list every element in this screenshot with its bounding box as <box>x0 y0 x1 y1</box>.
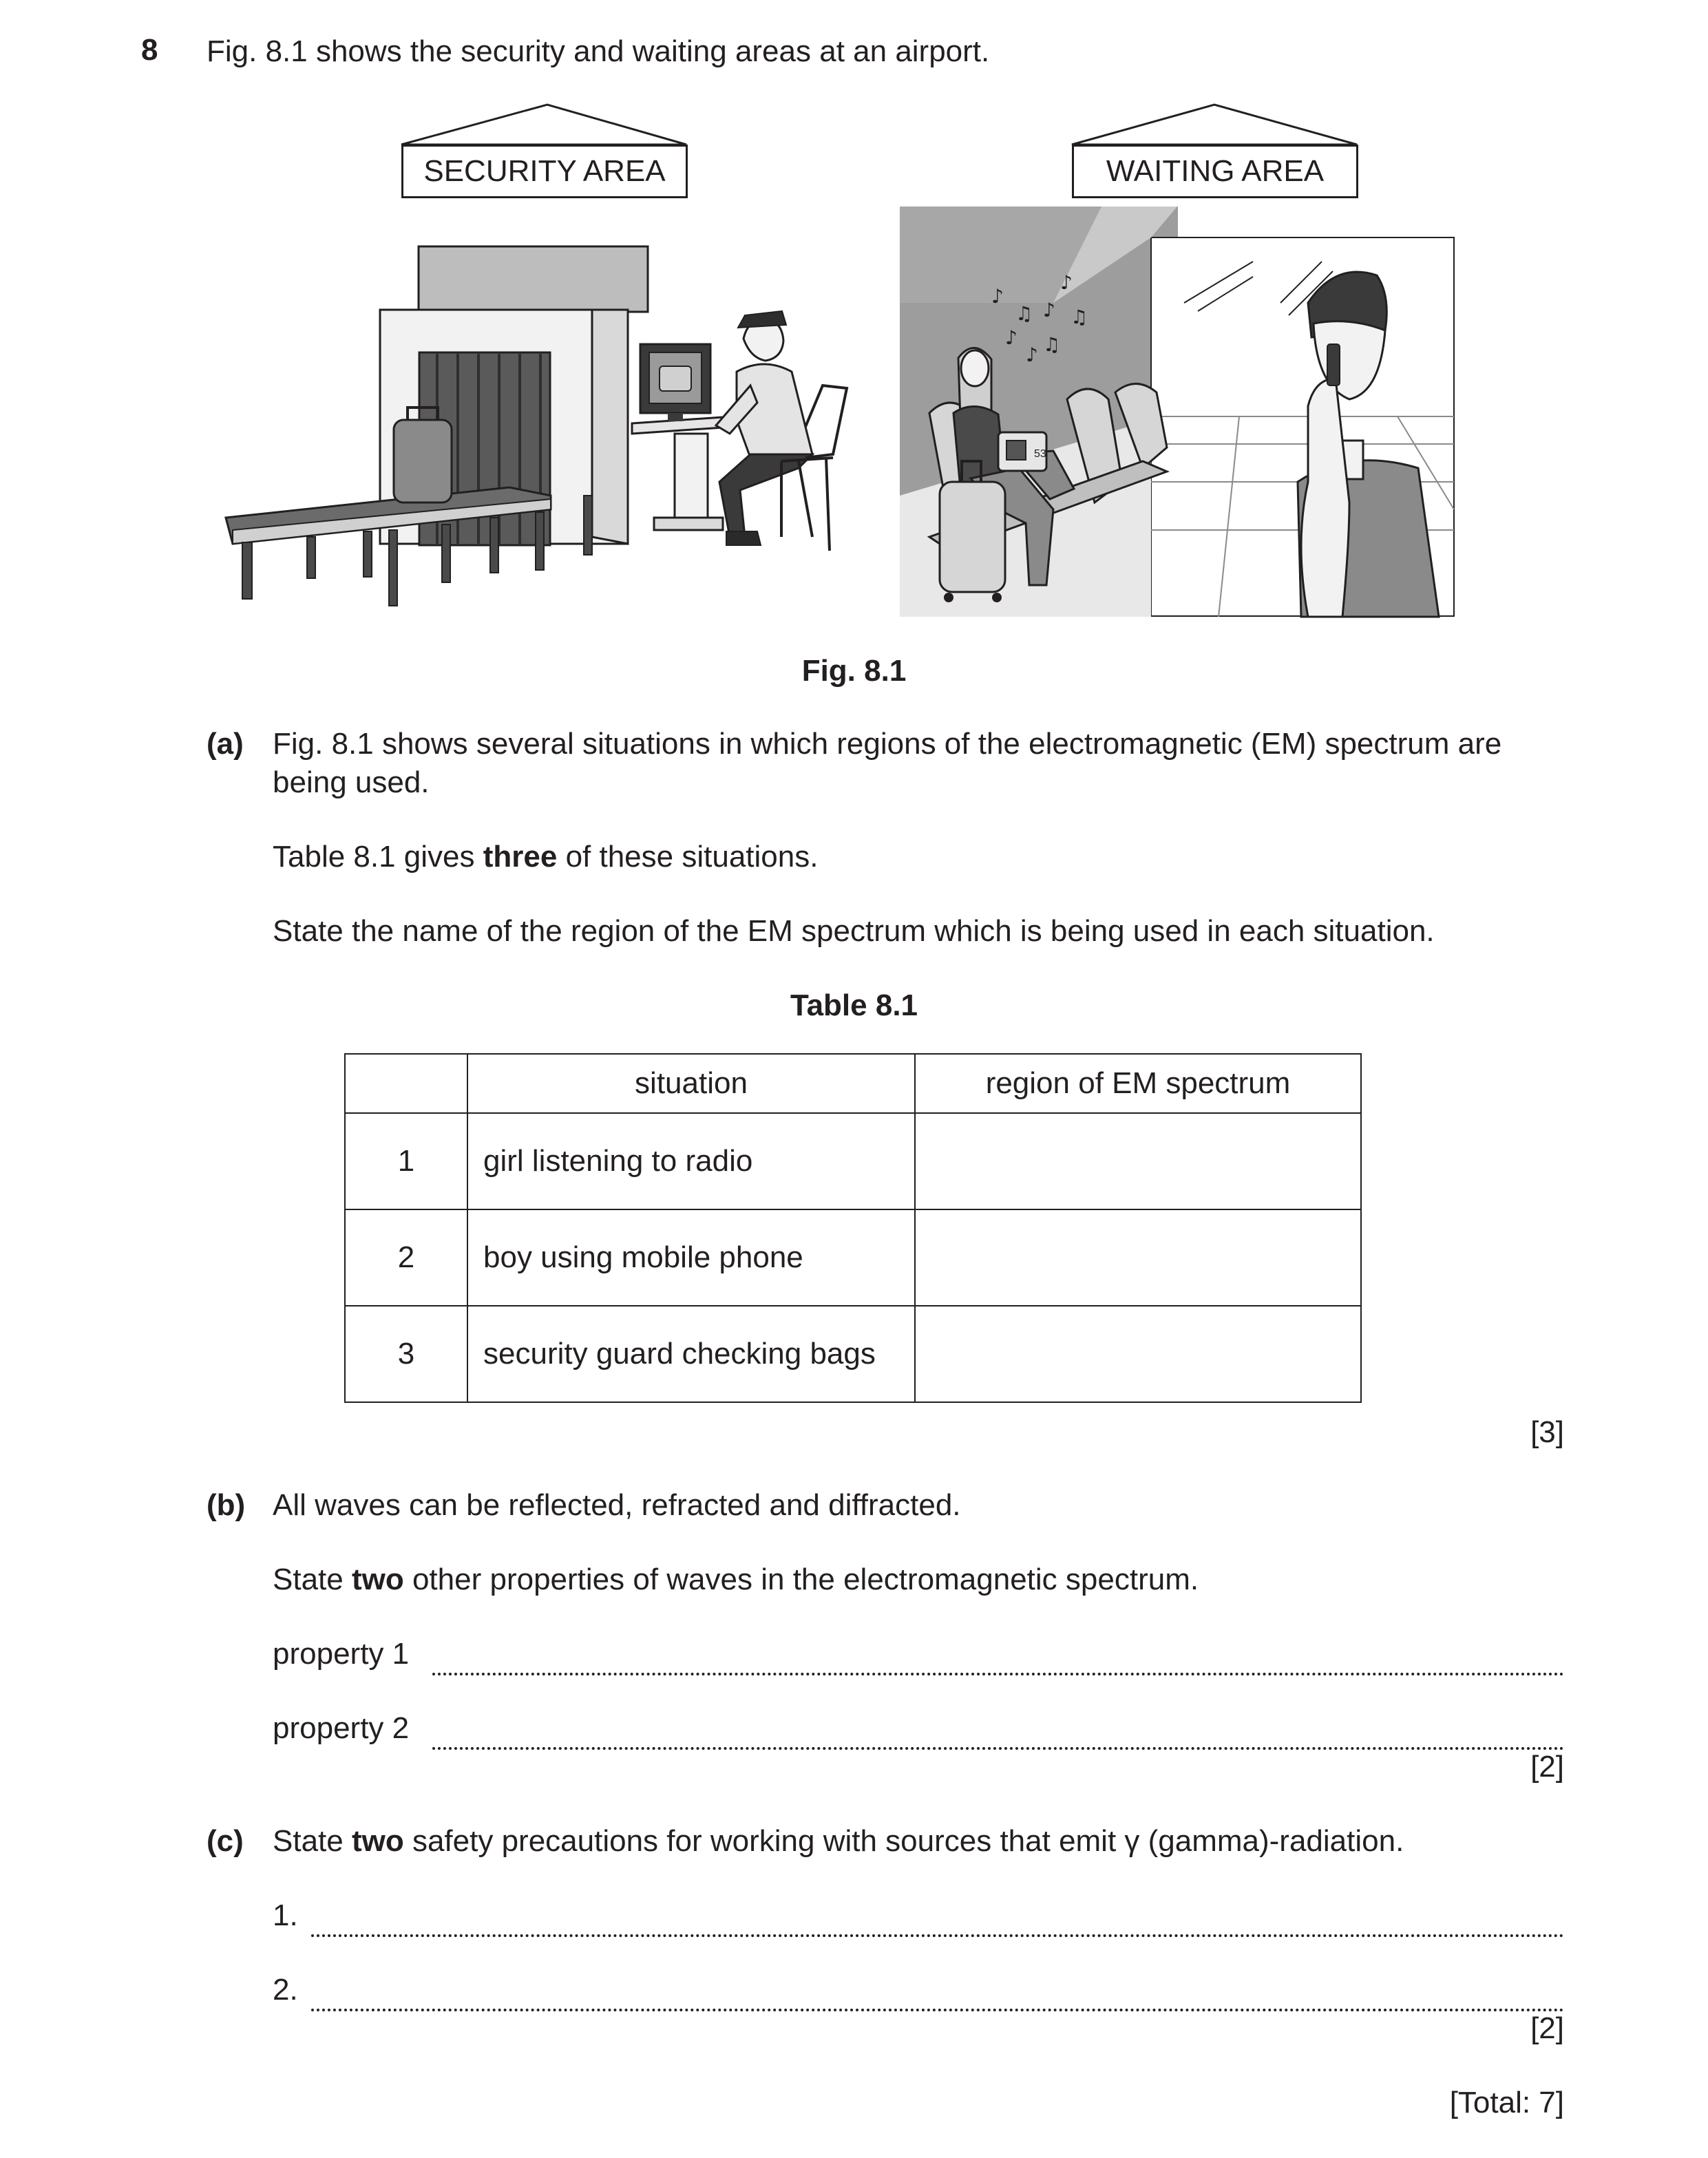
svg-text:♫: ♫ <box>1071 306 1088 328</box>
table-header-region: region of EM spectrum <box>915 1054 1361 1113</box>
table-header-row <box>345 1054 1361 1113</box>
part-c-label: (c) <box>207 1824 244 1858</box>
region-answer-cell[interactable] <box>915 1113 1361 1209</box>
em-spectrum-table <box>344 1053 1362 1403</box>
suitcase-on-belt <box>394 408 452 503</box>
part-c-instruction: State two safety precautions for working with sources that emit γ (gamma)-radiation. <box>273 1824 1404 1858</box>
part-a-line1: Fig. 8.1 shows several situations in which regions of the electromagnetic (EM) spectrum are <box>273 727 1502 761</box>
part-b-instruction: State two other properties of waves in the electromagnetic spectrum. <box>273 1563 1199 1596</box>
row-situation: boy using mobile phone <box>467 1209 915 1306</box>
monitor-screen <box>640 344 710 421</box>
svg-text:♫: ♫ <box>1043 333 1061 356</box>
part-a-instruction: State the name of the region of the EM spectrum which is being used in each situation. <box>273 914 1435 948</box>
precaution-2-label: 2. <box>273 1973 298 2007</box>
part-a-line2: being used. <box>273 765 430 799</box>
row-number: 2 <box>345 1209 467 1306</box>
row-situation: girl listening to radio <box>467 1113 915 1209</box>
figure-caption: Fig. 8.1 <box>801 654 907 688</box>
region-answer-cell[interactable] <box>915 1306 1361 1402</box>
table-row <box>345 1306 1361 1402</box>
region-answer-cell[interactable] <box>915 1209 1361 1306</box>
total-marks: [Total: 7] <box>1449 2086 1564 2119</box>
precaution-2-answer-line[interactable] <box>311 1974 1564 2011</box>
waiting-area-sign: WAITING AREA <box>1072 145 1358 198</box>
part-b-line1: All waves can be reflected, refracted and diffracted. <box>273 1488 961 1522</box>
conveyor-belt <box>226 487 592 606</box>
part-c-marks: [2] <box>1530 2011 1564 2045</box>
row-situation: security guard checking bags <box>467 1306 915 1402</box>
precaution-1-label: 1. <box>273 1898 298 1932</box>
table-header-situation: situation <box>467 1054 915 1113</box>
table-header-number <box>345 1054 467 1113</box>
part-b-label: (b) <box>207 1488 246 1522</box>
part-a-table-intro: Table 8.1 gives three of these situations. <box>273 840 819 874</box>
security-guard <box>716 311 812 545</box>
question-intro: Fig. 8.1 shows the security and waiting areas at an airport. <box>207 34 990 68</box>
table-row <box>345 1113 1361 1209</box>
rolling-suitcase <box>940 461 1005 602</box>
question-number: 8 <box>141 33 158 67</box>
part-a-marks: [3] <box>1530 1415 1564 1449</box>
svg-text:♪: ♪ <box>1060 271 1073 294</box>
precaution-1-answer-line[interactable] <box>311 1900 1564 1937</box>
security-sign-roof <box>401 105 686 145</box>
property-1-answer-line[interactable] <box>432 1638 1564 1675</box>
part-a-label: (a) <box>207 727 244 761</box>
svg-text:♪: ♪ <box>1005 326 1018 349</box>
row-number: 1 <box>345 1113 467 1209</box>
svg-text:♪: ♪ <box>991 285 1004 308</box>
table-row <box>345 1209 1361 1306</box>
svg-text:♫: ♫ <box>1015 302 1033 325</box>
svg-text:♪: ♪ <box>1026 343 1038 366</box>
property-1-label: property 1 <box>273 1637 410 1671</box>
part-b-marks: [2] <box>1530 1750 1564 1784</box>
svg-text:53: 53 <box>1034 448 1046 460</box>
table-title: Table 8.1 <box>790 988 918 1022</box>
svg-text:♪: ♪ <box>1043 299 1055 321</box>
waiting-sign-roof <box>1072 105 1357 145</box>
mobile-phone <box>1327 344 1340 385</box>
property-2-label: property 2 <box>273 1711 410 1745</box>
row-number: 3 <box>345 1306 467 1402</box>
monitor-desk <box>632 416 733 530</box>
property-2-answer-line[interactable] <box>432 1713 1564 1750</box>
security-area-sign: SECURITY AREA <box>401 145 688 198</box>
